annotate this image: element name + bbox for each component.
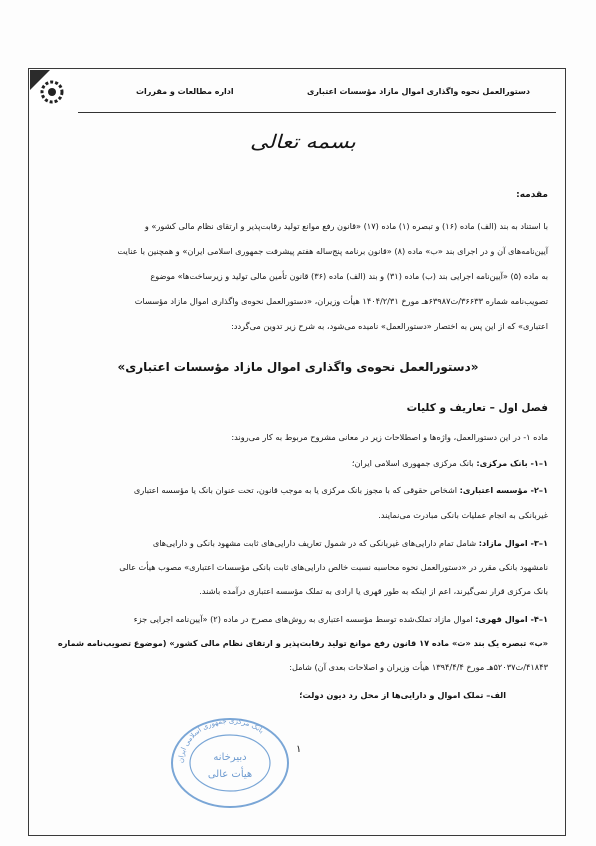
bismillah-calligraphy: بسمه تعالی (250, 131, 356, 154)
header-department: اداره مطالعات و مقررات (136, 87, 234, 96)
definition-4-term: ۱–۴- اموال قهری: (475, 614, 548, 624)
chapter-heading: فصل اول – تعاریف و کلیات (406, 402, 548, 414)
item-alef: الف– تملک اموال و دارایی‌ها از محل رد دیون دولت؛ (299, 690, 506, 700)
stamp-line-1: دبیرخانه (213, 752, 247, 763)
intro-line-1: با استناد به بند (الف) ماده (۱۶) و تبصره (۱) ماده (۱۷) «قانون رفع موانع تولید رقابت‌پذیر و ارتقای نظام مالی کشور» و (144, 221, 548, 231)
official-stamp (165, 705, 295, 810)
definition-4-text: اموال مازاد تملک‌شده توسط مؤسسه اعتباری به روش‌های مصرح در ماده (۲) «آیین‌نامه اجرایی جزء (133, 614, 476, 624)
definition-4-line3: ۴۱۸۴۳/ت۵۲۰۳۷هـ مورخ ۱۳۹۴/۴/۴ هیأت وزیران و اصلاحات بعدی آن) شامل: (289, 662, 548, 672)
article1-intro: ماده ۱- در این دستورالعمل، واژه‌ها و اصطلاحات زیر در معانی مشروح مربوط به کار می‌روند: (231, 432, 548, 442)
definition-4-line2: «ب» تبصره یک بند «ت» ماده ۱۷ قانون رفع موانع تولید رقابت‌پذیر و ارتقای نظام مالی کشور» (موضوع تصویب‌نامه شماره (57, 638, 548, 648)
definition-2-term: ۱–۲- مؤسسه اعتباری: (459, 485, 548, 495)
definition-2-text: اشخاص حقوقی که با مجوز بانک مرکزی یا به موجب قانون، تحت عنوان بانک یا مؤسسه اعتباری (133, 485, 460, 495)
definition-3-term: ۱–۳- اموال مازاد: (478, 538, 548, 548)
header-title: دستورالعمل نحوه واگذاری اموال مازاد مؤسسات اعتباری (306, 87, 530, 96)
definition-2-cont: غیربانکی به انجام عملیات بانکی مبادرت می‌نمایند. (378, 510, 548, 520)
definition-2 (134, 485, 548, 495)
page-number: ۱ (296, 744, 302, 755)
main-title: «دستورالعمل نحوه‌ی واگذاری اموال مازاد مؤسسات اعتباری» (117, 360, 479, 374)
definition-1-term: ۱–۱- بانک مرکزی: (476, 458, 548, 468)
page-border (28, 68, 566, 836)
definition-3 (153, 538, 548, 548)
intro-line-5: اعتباری» که از این پس به اختصار «دستورالعمل» نامیده می‌شود، به شرح زیر تدوین می‌گردد: (231, 321, 548, 331)
definition-3-line2: نامشهود بانکی مقرر در «دستورالعمل نحوه محاسبه نسبت خالص دارایی‌های ثابت بانکی مؤسسات اعتباری» مصوب هیأت عالی (119, 562, 548, 572)
bank-logo (30, 70, 70, 110)
intro-line-2: آیین‌نامه‌های آن و در اجرای بند «ب» ماده (۸) «قانون برنامه پنج‌ساله هفتم پیشرفت جمهوری اسلامی ایران» و همچنین با عنایت (117, 246, 548, 256)
intro-line-3: به ماده (۵) «آیین‌نامه اجرایی بند (ب) ماده (۳۱) و بند (الف) ماده (۳۶) قانون تأمین مالی تولید و زیرساخت‌ها» موضوع (150, 271, 548, 281)
definition-3-line3: بانک مرکزی قرار نمی‌گیرند، اعم از اینکه به طور قهری یا ارادی به تملک مؤسسه اعتباری درآمده باشند. (199, 586, 548, 596)
definition-3-text: شامل تمام دارایی‌های غیربانکی که در شمول تعاریف دارایی‌های ثابت مشهود بانکی و دارایی‌های (152, 538, 479, 548)
stamp-line-2: هیأت عالی (207, 769, 253, 780)
header-divider (78, 112, 556, 113)
definition-1 (352, 458, 548, 468)
stamp-outer-text: بانک مرکزی جمهوری اسلامی ایران (176, 716, 266, 764)
definition-4 (134, 614, 548, 624)
definition-1-text: بانک مرکزی جمهوری اسلامی ایران؛ (351, 458, 477, 468)
intro-heading: مقدمه: (516, 190, 548, 200)
intro-line-4: تصویب‌نامه شماره ۳۶۶۳۳/ت۶۳۹۸۷هـ مورخ ۱۴۰۴/۲/۳۱ هیأت وزیران، «دستورالعمل نحوه‌ی واگذاری اموال مازاد مؤسسات (134, 296, 548, 306)
